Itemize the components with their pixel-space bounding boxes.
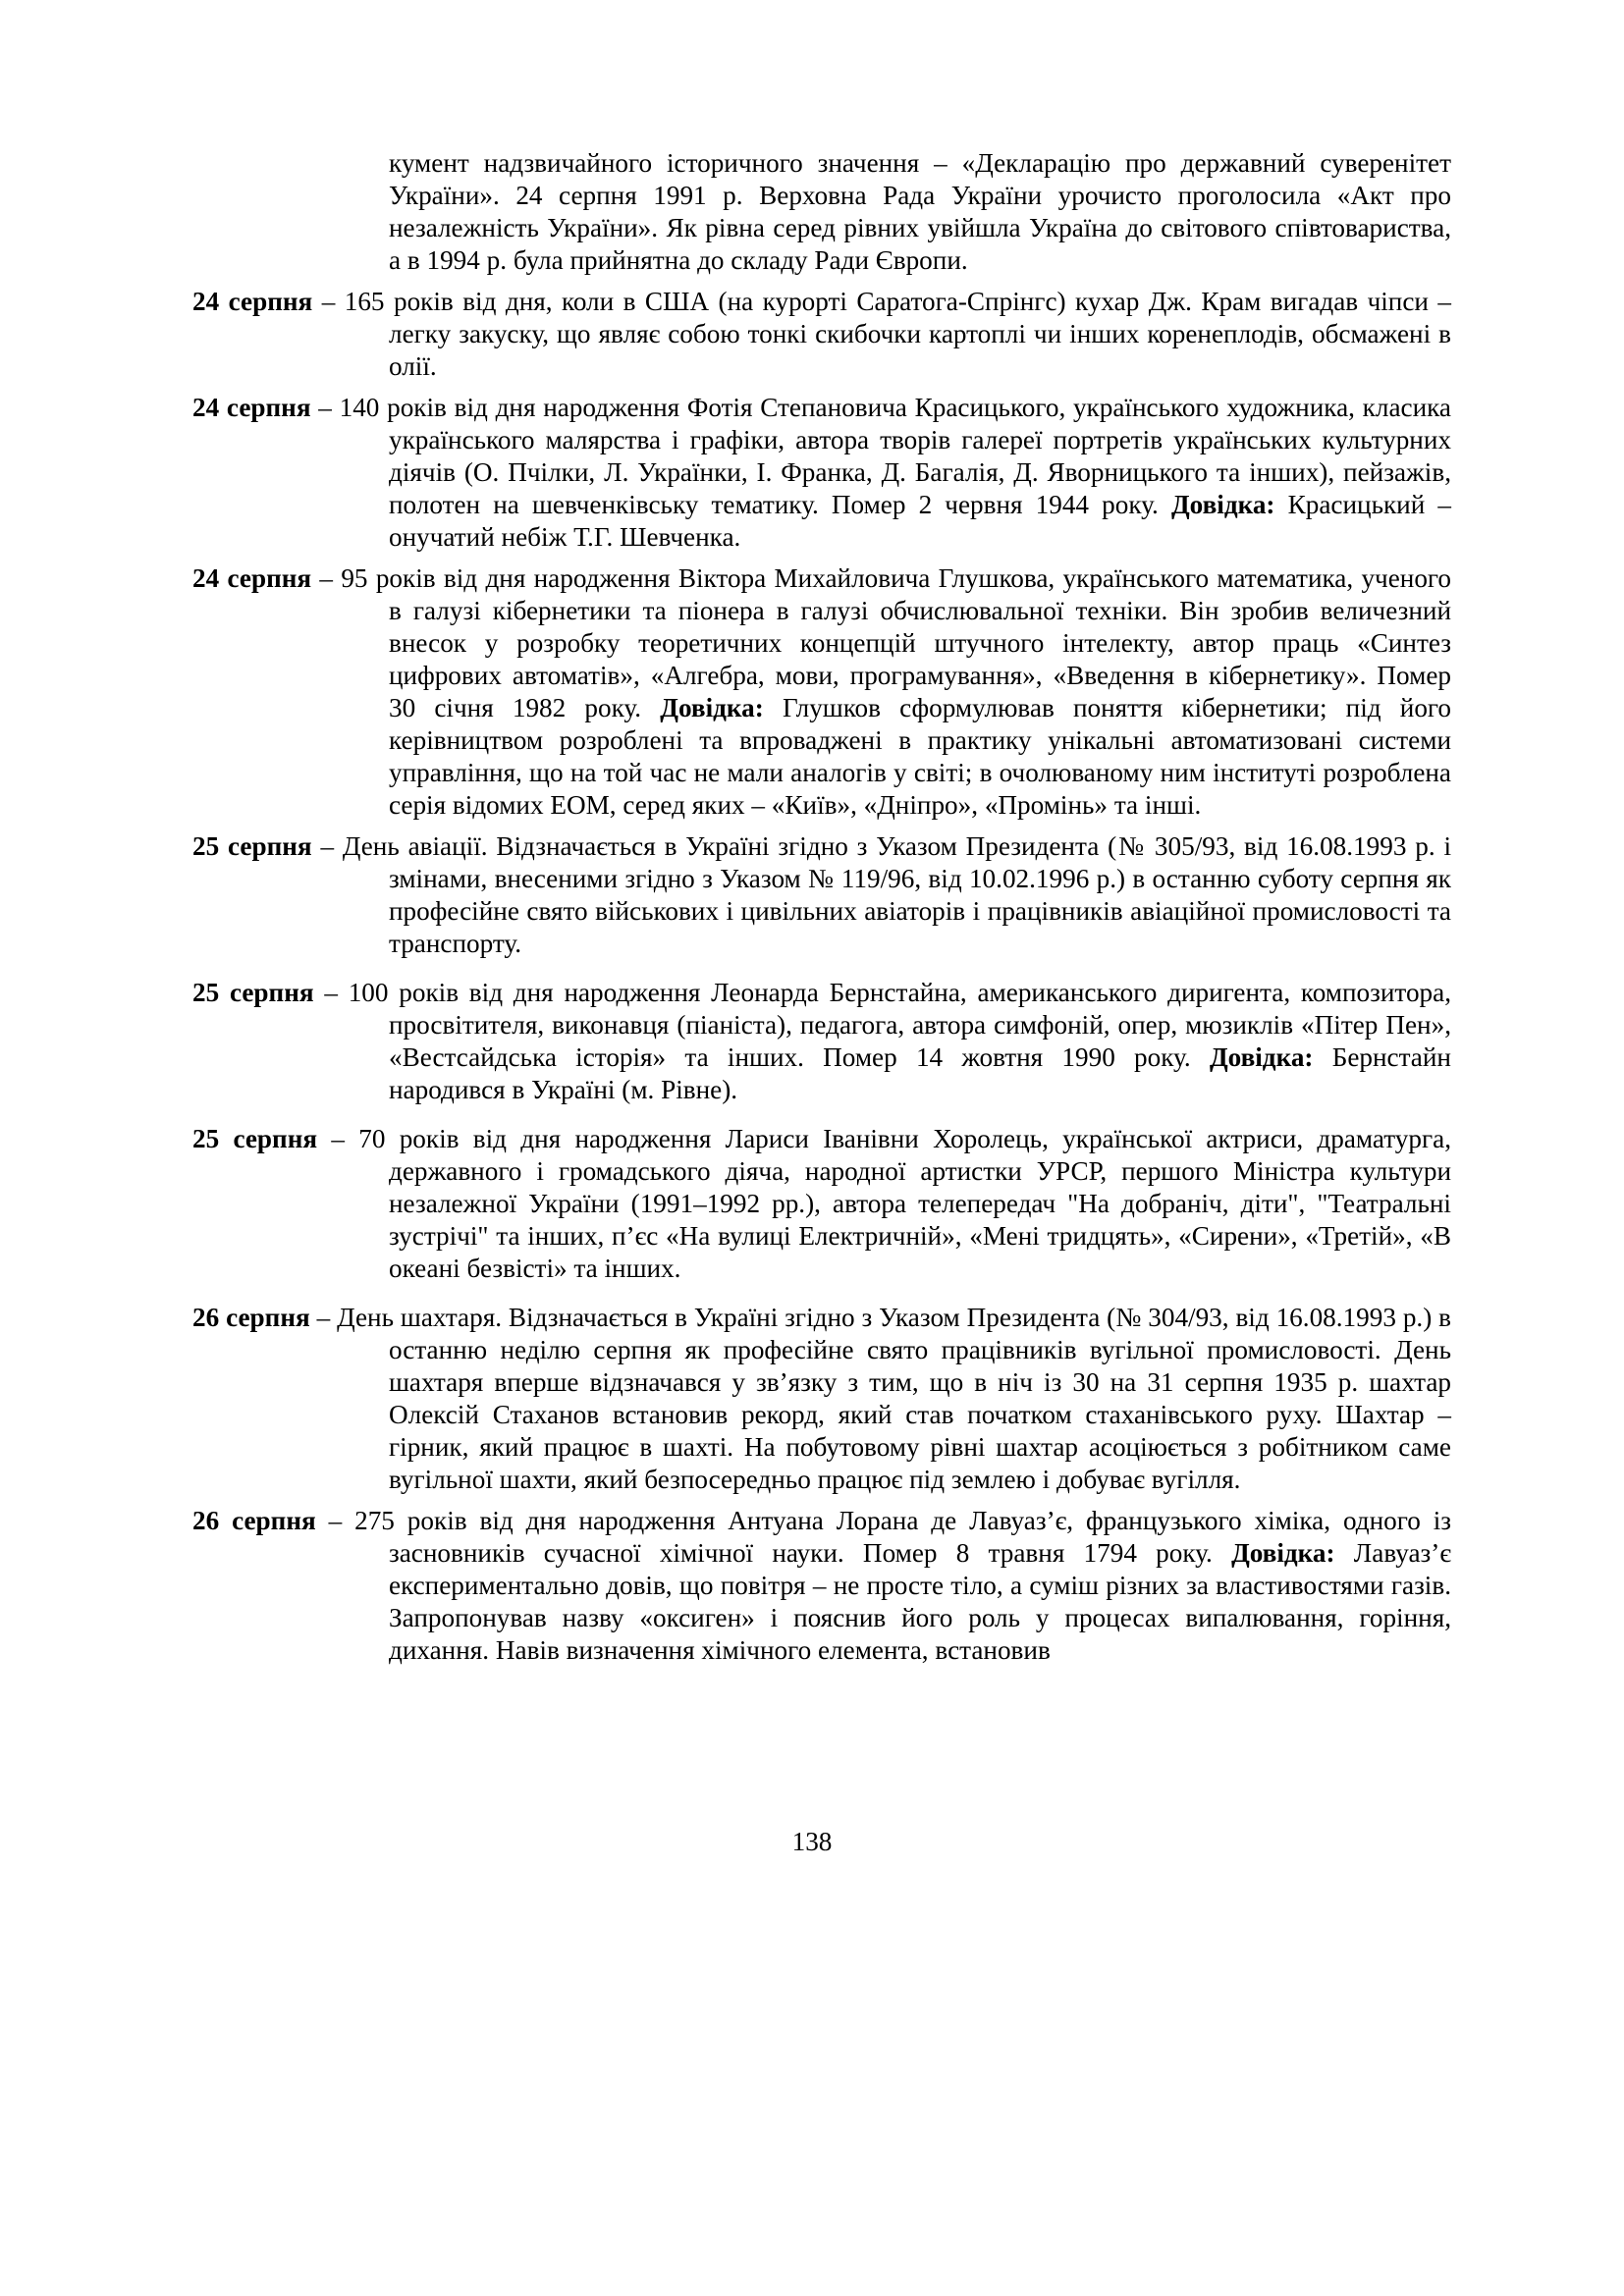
note-label: Довідка: [660,693,764,722]
note-text: Бернстайн народився в Україні (м. Рівне). [389,1042,1451,1104]
entry-25-august-bernstein [192,977,1451,1106]
entry-date: 26 серпня [192,1506,316,1535]
entry-text: – 165 років від дня, коли в США (на курорті Саратога-Спрінгс) кухар Дж. Крам вигадав чіпси – легку закуску, що являє собою тонкі скибочки картоплі чи інших коренеплодів, обсмажені в олії. [312,287,1451,381]
entry-date: 24 серпня [192,563,312,593]
entry-text: – День авіації. Відзначається в Україні згідно з Указом Президента (№ 305/93, від 16.08.1993 р. і змінами, внесеними згідно з Указом № 119/96, від 10.02.1996 р.) в останню суботу серпня як професійне свято військових і цивільних авіаторів і працівників авіаційної промисловості та транспорту. [311,831,1452,958]
entry-text: – 70 років від дня народження Лариси Іванівни Хоролець, української актриси, драматурга, державного і громадського діяча, народної артистки УРСР, першого Міністра культури незалежної України (1991–1992 рр.), автора телепередач "На добраніч, діти", "Театральні зустрічі" та інших, п’єс «На вулиці Електричній», «Мені тридцять», «Сирени», «Третій», «В океані безвісті» та інших. [317,1124,1451,1283]
entry-24-august-chips [192,286,1451,383]
entry-text: – 140 років від дня народження Фотія Степановича Красицького, українського художника, класика українського малярства і графіки, автора творів галереї портретів українських культурних діячів (О. Пчілки, Л. Українки, І. Франка, Д. Багалія, Д. Яворницького та інших), пейзажів, полотен на шевченківську тематику. Помер 2 червня 1944 року. [310,393,1451,519]
entry-date: 24 серпня [192,393,311,422]
entry-date: 25 серпня [192,1124,318,1153]
note-text: Красицький – онучатий небіж Т.Г. Шевченка. [389,490,1451,552]
entry-text: – 275 років від дня народження Антуана Лорана де Лавуаз’є, французького хіміка, одного із засновників сучасної хімічної науки. Помер 8 травня 1794 року. [315,1506,1451,1568]
page-content [192,147,1451,1676]
entry-text: – 95 років від дня народження Віктора Михайловича Глушкова, українського математика, ученого в галузі кібернетики та піонера в галузі обчислювальної техніки. Він зробив величезний внесок у розробку теоретичних концепцій штучного інтелекту, автор праць «Синтез цифрових автоматів», «Алгебра, мови, програмування», «Введення в кібернетику». Помер 30 січня 1982 року. [311,563,1451,722]
entry-date: 24 серпня [192,287,313,316]
entry-date: 25 серпня [192,831,312,861]
entry-text: – 100 років від дня народження Леонарда Бернстайна, американського диригента, композитора, просвітителя, виконавця (піаніста), педагога, автора симфоній, опер, мюзиклів «Пітер Пен», «Вестсайдська історія» та інших. Помер 14 жовтня 1990 року. [313,978,1451,1072]
entry-text: – День шахтаря. Відзначається в Україні згідно з Указом Президента (№ 304/93, від 16.08.1993 р.) в останню неділю серпня як професійне свято працівників вугільної промисловості. День шахтаря вперше відзначався у зв’язку з тим, що в ніч із 30 на 31 серпня 1935 р. шахтар Олексій Стаханов встановив рекорд, який став початком стаханівського руху. Шахтар – гірник, який працює в шахті. На побутовому рівні шахтар асоціюється з робітником саме вугільної шахти, який безпосередньо працює під землею і добуває вугілля. [309,1303,1452,1494]
entry-24-august-glushkov [192,562,1451,822]
entry-25-august-aviation-day [192,830,1451,960]
page-number: 138 [791,1827,833,1856]
note-text: Лавуаз’є експериментально довів, що повітря – не просте тіло, а суміш різних за властивостями газів. Запропонував назву «оксиген» і пояснив його роль у процесах випалювання, горіння, дихання. Навів визначення хімічного елемента, встановив [389,1538,1451,1665]
note-label: Довідка: [1170,490,1275,519]
intro-paragraph: кумент надзвичайного історичного значення – «Декларацію про державний суверенітет України». 24 серпня 1991 р. Верховна Рада України урочисто проголосила «Акт про незалежність України». Як рівна серед рівних увійшла Україна до світового співтовариства, а в 1994 р. була прийнятна до складу Ради Європи. [389,148,1451,275]
entry-date: 25 серпня [192,978,314,1007]
entry-26-august-lavoisier [192,1505,1451,1667]
entry-date: 26 серпня [192,1303,310,1332]
note-label: Довідка: [1231,1538,1335,1568]
note-text: Глушков сформулював поняття кібернетики; під його керівництвом розроблені та впроваджені в практику унікальні автоматизовані системи управління, що на той час не мали аналогів у світі; в очолюваному ним інституті розроблена серія відомих ЕОМ, серед яких – «Київ», «Дніпро», «Промінь» та інші. [389,693,1451,820]
note-label: Довідка: [1209,1042,1314,1072]
entry-24-august-krasytskyi [192,392,1451,554]
entry-26-august-miners-day [192,1302,1451,1496]
entry-25-august-khorolets [192,1123,1451,1285]
